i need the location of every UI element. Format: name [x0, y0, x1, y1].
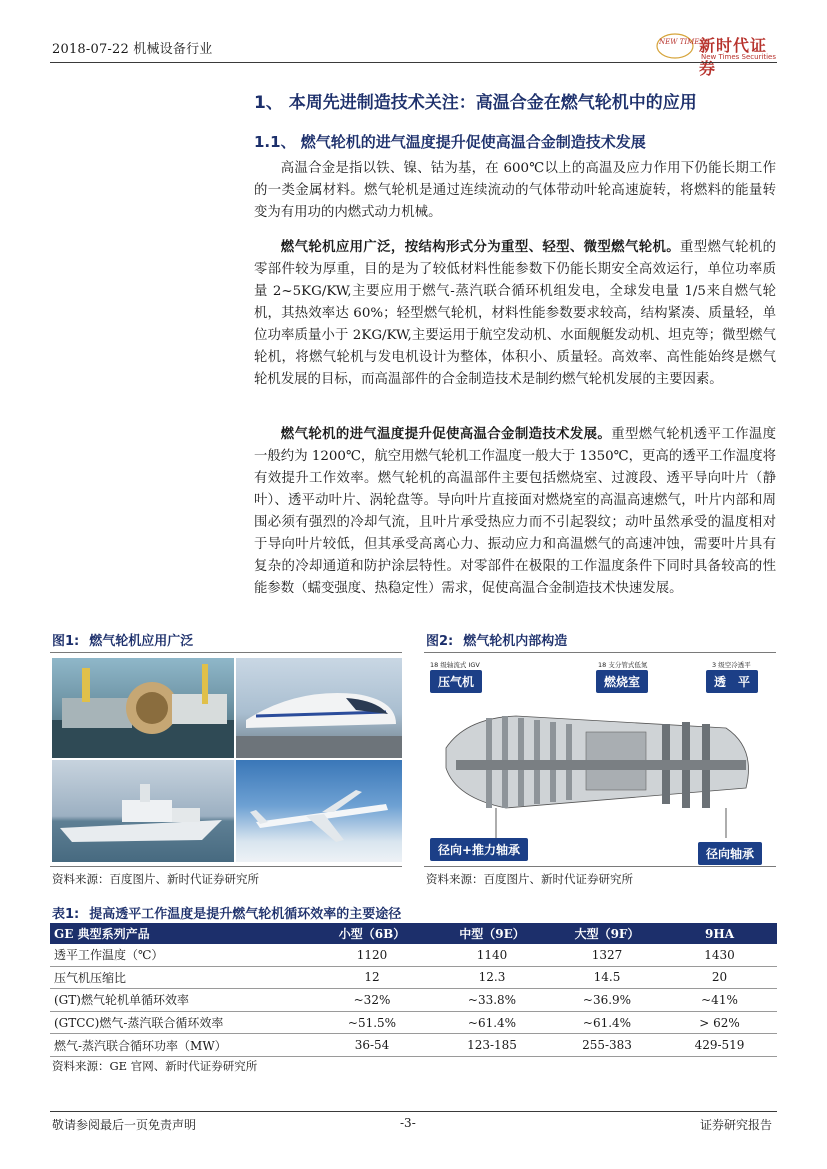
figure2-title — [426, 630, 567, 649]
turbine-plant-illustration — [52, 658, 234, 758]
ge-product-comparison-table — [50, 923, 777, 1057]
table-cell: ~33.8% — [432, 989, 552, 1012]
table-header-cell: 9HA — [662, 923, 777, 944]
table-header-cell: 大型（9F） — [552, 923, 662, 944]
table-cell: (GTCC)燃气-蒸汽联合循环效率 — [50, 1011, 312, 1034]
table-cell: 1327 — [552, 944, 662, 966]
table-cell: 12 — [312, 966, 432, 989]
table-cell: 14.5 — [552, 966, 662, 989]
section-subheading: 1.1、 燃气轮机的进气温度提升促使高温合金制造技术发展 — [254, 133, 646, 151]
table1-label: 表1: — [52, 907, 80, 922]
table-cell: 1120 — [312, 944, 432, 966]
paragraph-lead-bold: 燃气轮机的进气温度提升促使高温合金制造技术发展。 — [280, 426, 612, 442]
photo-gas-turbine-plant — [52, 658, 234, 758]
table1-source: 资料来源：GE 官网、新时代证券研究所 — [52, 1059, 258, 1073]
paragraph-body: 重型燃气轮机的零部件较为厚重，目的是为了较低材料性能参数下仍能长期安全高效运行，单位功率质量 2~5KG/KW,主要应用于燃气-蒸汽联合循环机组发电，全球发电量 1/5来自燃气轮机，其热效率达 60%；轻型燃气轮机，材料性能参数要求较高，结构紧凑、质量轻，单位功率质量小于 2KG/KW,主要运用于航空发动机、水面舰艇发动机、坦克等；微型燃气轮机，将燃气轮机与发电机设计为整体，体积小、质量轻。高效率、高性能始终是燃气轮机发展的目标，而高温部件的合金制造技术是制约燃气轮机发展的主要因素。 — [254, 240, 777, 387]
company-logo — [655, 30, 780, 78]
paragraph-lead-bold: 燃气轮机应用广泛，按结构形式分为重型、轻型、微型燃气轮机。 — [280, 239, 681, 255]
table-row — [50, 1011, 777, 1034]
table-cell: 透平工作温度（℃） — [50, 944, 312, 966]
logo-mark-text: NEW TIMES — [659, 38, 705, 46]
table-cell: 1430 — [662, 944, 777, 966]
table-cell: 12.3 — [432, 966, 552, 989]
figure1-caption: 燃气轮机应用广泛 — [89, 634, 194, 649]
figure2-caption: 燃气轮机内部构造 — [463, 634, 568, 649]
table-row — [50, 1034, 777, 1057]
note-compressor: 18 级轴流式 IGV — [430, 661, 480, 669]
airliner-illustration — [236, 760, 402, 862]
footer-page-number: -3- — [400, 1116, 416, 1130]
ship-illustration — [52, 760, 234, 862]
gas-turbine-cutaway-diagram — [426, 658, 776, 862]
figure2-top-rule — [424, 652, 776, 653]
figure2-label: 图2: — [426, 634, 454, 649]
photo-navy-ship — [52, 760, 234, 862]
table-row — [50, 966, 777, 989]
figure2-source: 资料来源：百度图片、新时代证券研究所 — [426, 872, 633, 886]
table-cell: 燃气-蒸汽联合循环功率（MW） — [50, 1034, 312, 1057]
table1-caption: 提高透平工作温度是提升燃气轮机循环效率的主要途径 — [89, 907, 402, 922]
photo-airliner — [236, 760, 402, 862]
table-header-cell: 中型（9E） — [432, 923, 552, 944]
table-cell: 36-54 — [312, 1034, 432, 1057]
new-times-logo-icon — [655, 32, 705, 60]
label-compressor: 压气机 — [430, 670, 482, 693]
figure1-top-rule — [50, 652, 402, 653]
table-cell: ~32% — [312, 989, 432, 1012]
table-row — [50, 989, 777, 1012]
label-combustor: 燃烧室 — [596, 670, 648, 693]
note-combustor: 18 支分管式低氮 — [598, 661, 648, 669]
paragraph-body: 重型燃气轮机透平工作温度一般约为 1200℃，航空用燃气轮机工作温度一般大于 1350℃，更高的透平工作温度将有效提升工作效率。燃气轮机的高温部件主要包括燃烧室、过渡段、透平导向叶片（静叶）、透平动叶片、涡轮盘等。导向叶片直接面对燃烧室的高温高速燃气，叶片内部和周围必须有强烈的冷却气流，且叶片承受热应力而不引起裂纹；动叶虽然承受的温度相对于导向叶片较低，但其承受高离心力、振动应力和高温燃气的高速冲蚀，需要叶片具有复杂的冷却通道和防护涂层特性。对零部件在极限的工作温度条件下同时具备较高的性能参数（蠕变强度、热稳定性）需求，促使高温合金制造技术快速发展。 — [254, 427, 777, 596]
figure1-source: 资料来源：百度图片、新时代证券研究所 — [52, 872, 259, 886]
table-cell: ~36.9% — [552, 989, 662, 1012]
header-date-sector: 2018-07-22 机械设备行业 — [52, 42, 213, 57]
train-illustration — [236, 658, 402, 758]
table-header-cell: 小型（6B） — [312, 923, 432, 944]
figure2-bottom-rule — [424, 866, 776, 867]
label-thrust-bearing: 径向+推力轴承 — [430, 838, 528, 861]
logo-company-name: 新时代证券 — [699, 36, 768, 78]
label-turbine: 透 平 — [706, 670, 758, 693]
table-cell: 1140 — [432, 944, 552, 966]
table-row — [50, 944, 777, 966]
label-radial-bearing: 径向轴承 — [698, 842, 762, 865]
note-turbine: 3 级空冷透平 — [712, 661, 751, 669]
table-cell: ~41% — [662, 989, 777, 1012]
footer-divider — [50, 1111, 777, 1112]
table-cell: (GT)燃气轮机单循环效率 — [50, 989, 312, 1012]
table-cell: > 62% — [662, 1011, 777, 1034]
paragraph-inlet-temperature — [254, 423, 776, 600]
footer-report-type: 证券研究报告 — [700, 1118, 773, 1132]
paragraph-gas-turbine-types — [254, 236, 776, 391]
table1-title — [52, 903, 401, 922]
table-cell: ~51.5% — [312, 1011, 432, 1034]
paragraph-superalloy-definition: 高温合金是指以铁、镍、钴为基，在 600℃以上的高温及应力作用下仍能长期工作的一类金属材料。燃气轮机是通过连续流动的气体带动叶轮高速旋转，将燃料的能量转变为有用功的内燃式动力机械。 — [254, 161, 776, 220]
table-cell: 20 — [662, 966, 777, 989]
section-heading: 1、 本周先进制造技术关注：高温合金在燃气轮机中的应用 — [254, 93, 697, 113]
figure1-title — [52, 630, 193, 649]
table-cell: 压气机压缩比 — [50, 966, 312, 989]
header-divider — [50, 62, 777, 63]
table-cell: ~61.4% — [432, 1011, 552, 1034]
logo-company-subtitle: New Times Securities — [701, 53, 776, 61]
table-header-cell: GE 典型系列产品 — [50, 923, 312, 944]
figure1-label: 图1: — [52, 634, 80, 649]
table-cell: 255-383 — [552, 1034, 662, 1057]
photo-high-speed-train — [236, 658, 402, 758]
table-cell: 429-519 — [662, 1034, 777, 1057]
table-header-row — [50, 923, 777, 944]
figure1-bottom-rule — [50, 866, 402, 867]
footer-disclaimer: 敬请参阅最后一页免责声明 — [52, 1118, 197, 1132]
table-cell: 123-185 — [432, 1034, 552, 1057]
table-cell: ~61.4% — [552, 1011, 662, 1034]
